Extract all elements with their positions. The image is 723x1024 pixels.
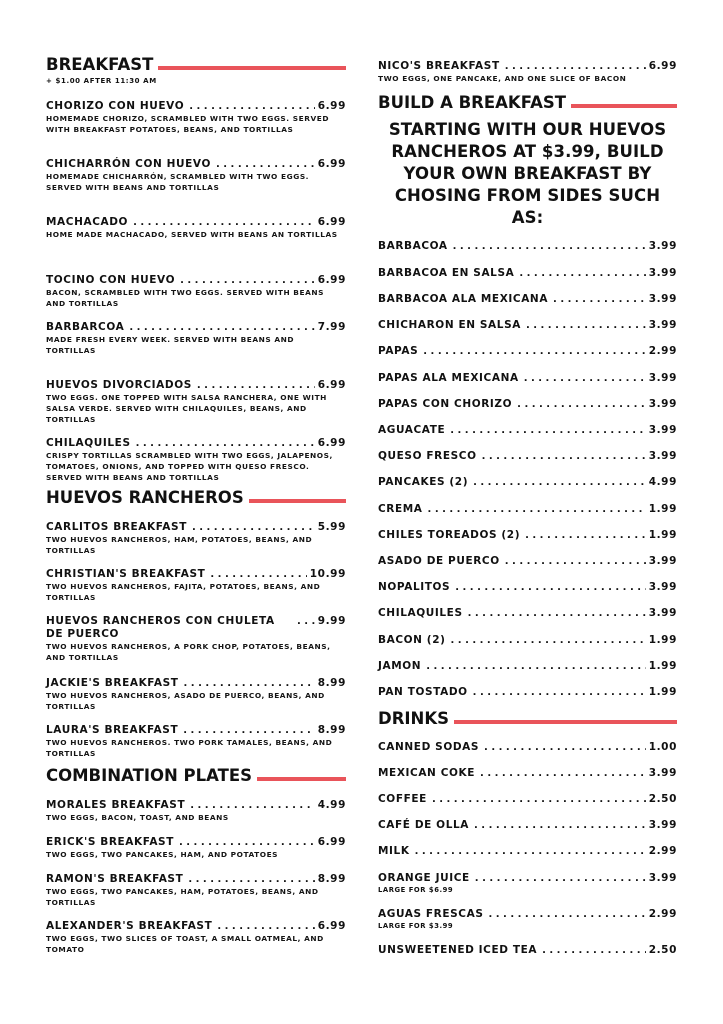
- menu-item: [46, 920, 346, 955]
- dot-leader: [192, 521, 315, 534]
- dot-leader: [180, 274, 315, 287]
- item-price: 6.99: [317, 158, 346, 170]
- menu-item: [46, 216, 346, 240]
- item-name: LAURA'S BREAKFAST: [46, 724, 179, 736]
- section-huevos-rancheros: [46, 487, 346, 509]
- menu-item: [46, 799, 346, 823]
- item-description: TWO EGGS. ONE TOPPED WITH SALSA RANCHERA, ONE WITH SALSA VERDE. SERVED WITH CHILAQUILES, BEANS, AND TORTILLAS: [46, 393, 327, 424]
- item-name: MORALES BREAKFAST: [46, 799, 186, 811]
- dot-leader: [505, 555, 646, 568]
- item-name: HUEVOS DIVORCIADOS: [46, 379, 192, 391]
- section-title: COMBINATION PLATES: [46, 766, 253, 785]
- item-name: CHILAQUILES: [378, 607, 463, 619]
- dot-leader: [129, 321, 314, 334]
- side-item: [378, 450, 677, 463]
- section-header: [378, 708, 677, 730]
- menu-item: [46, 836, 346, 860]
- side-item: [378, 686, 677, 699]
- dot-leader: [136, 437, 315, 450]
- item-name: MEXICAN COKE: [378, 767, 476, 779]
- item-name: JACKIE'S BREAKFAST: [46, 677, 179, 689]
- dot-leader: [553, 293, 646, 306]
- section-title: BREAKFAST: [46, 55, 154, 74]
- section-breakfast: [46, 54, 346, 85]
- dot-leader: [183, 724, 314, 737]
- dot-leader: [482, 450, 646, 463]
- item-price: 10.99: [309, 568, 346, 580]
- item-note: LARGE FOR $3.99: [378, 922, 454, 930]
- item-name: PAN TOSTADO: [378, 686, 468, 698]
- item-name: CHICHARON EN SALSA: [378, 319, 521, 331]
- item-price: 8.99: [317, 724, 346, 736]
- item-price: 3.99: [648, 450, 677, 462]
- side-item: [378, 555, 677, 568]
- item-price: 2.50: [648, 793, 677, 805]
- item-price: 2.99: [648, 908, 677, 920]
- dot-leader: [428, 503, 646, 516]
- item-price: 3.99: [648, 372, 677, 384]
- side-item: [378, 634, 677, 647]
- item-name: CHILAQUILES: [46, 437, 131, 449]
- dot-leader: [455, 581, 645, 594]
- item-name: NOPALITOS: [378, 581, 451, 593]
- dot-leader: [473, 686, 646, 699]
- item-name: CANNED SODAS: [378, 741, 480, 753]
- drink-item: [378, 741, 677, 754]
- item-price: 8.99: [317, 873, 346, 885]
- item-price: 1.99: [648, 634, 677, 646]
- item-name: ORANGE JUICE: [378, 872, 470, 884]
- drink-item: [378, 767, 677, 780]
- dot-leader: [189, 100, 314, 113]
- dot-leader: [480, 767, 646, 780]
- section-header: [46, 765, 346, 787]
- side-item: [378, 529, 677, 542]
- item-price: 6.99: [317, 379, 346, 391]
- item-name: BARBARCOA: [46, 321, 125, 333]
- dot-leader: [453, 240, 646, 253]
- menu-item: [46, 521, 346, 556]
- item-name: NICO'S BREAKFAST: [378, 60, 500, 72]
- section-divider-bar: [257, 777, 346, 781]
- item-name: TOCINO CON HUEVO: [46, 274, 176, 286]
- dot-leader: [216, 158, 315, 171]
- section-title: HUEVOS RANCHEROS: [46, 488, 244, 507]
- item-price: 3.99: [648, 607, 677, 619]
- item-name: ALEXANDER'S BREAKFAST: [46, 920, 213, 932]
- menu-item: [46, 724, 346, 759]
- item-description: TWO EGGS, TWO PANCAKES, HAM, AND POTATOES: [46, 850, 279, 859]
- item-name: PAPAS: [378, 345, 419, 357]
- item-price: 3.99: [648, 872, 677, 884]
- item-description: HOMEMADE CHICHARRÓN, SCRAMBLED WITH TWO EGGS. SERVED WITH BEANS AND TORTILLAS: [46, 172, 310, 192]
- item-name: QUESO FRESCO: [378, 450, 477, 462]
- dot-leader: [505, 60, 646, 73]
- item-description: MADE FRESH EVERY WEEK. SERVED WITH BEANS AND TORTILLAS: [46, 335, 295, 355]
- section-title: BUILD A BREAKFAST: [378, 93, 566, 112]
- dot-leader: [473, 476, 646, 489]
- dot-leader: [474, 819, 646, 832]
- item-description: TWO EGGS, TWO PANCAKES, HAM, POTATOES, BEANS, AND TORTILLAS: [46, 887, 319, 907]
- item-name: JAMON: [378, 660, 422, 672]
- item-price: 7.99: [317, 321, 346, 333]
- item-description: BACON, SCRAMBLED WITH TWO EGGS. SERVED WITH BEANS AND TORTILLAS: [46, 288, 324, 308]
- item-price: 3.99: [648, 581, 677, 593]
- item-name: COFFEE: [378, 793, 427, 805]
- item-name: RAMON'S BREAKFAST: [46, 873, 184, 885]
- item-price: 3.99: [648, 319, 677, 331]
- item-description: TWO HUEVOS RANCHEROS, FAJITA, POTATOES, BEANS, AND TORTILLAS: [46, 582, 321, 602]
- item-description: TWO EGGS, TWO SLICES OF TOAST, A SMALL OATMEAL, AND TOMATO: [46, 934, 324, 954]
- dot-leader: [184, 677, 315, 690]
- side-item: [378, 293, 677, 306]
- dot-leader: [415, 845, 646, 858]
- item-name: PAPAS CON CHORIZO: [378, 398, 513, 410]
- item-price: 1.99: [648, 686, 677, 698]
- dot-leader: [188, 873, 314, 886]
- item-name: BARBACOA EN SALSA: [378, 267, 515, 279]
- section-divider-bar: [454, 720, 677, 724]
- item-description: TWO HUEVOS RANCHEROS, HAM, POTATOES, BEANS, AND TORTILLAS: [46, 535, 313, 555]
- item-price: 3.99: [648, 555, 677, 567]
- item-name: UNSWEETENED ICED TEA: [378, 944, 538, 956]
- section-build-a-breakfast: [378, 92, 677, 114]
- side-item: [378, 240, 677, 253]
- item-price: 1.00: [648, 741, 677, 753]
- menu-item: [378, 60, 677, 84]
- item-price: 8.99: [317, 677, 346, 689]
- drink-item: [378, 845, 677, 858]
- dot-leader: [197, 379, 315, 392]
- item-name: PANCAKES (2): [378, 476, 469, 488]
- menu-item: [46, 568, 346, 603]
- item-price: 3.99: [648, 240, 677, 252]
- side-item: [378, 581, 677, 594]
- item-name: CHRISTIAN'S BREAKFAST: [46, 568, 206, 580]
- dot-leader: [475, 872, 646, 885]
- side-item: [378, 398, 677, 411]
- menu-item: [46, 274, 346, 309]
- item-price: 4.99: [648, 476, 677, 488]
- item-price: 6.99: [317, 920, 346, 932]
- item-price: 6.99: [317, 100, 346, 112]
- item-name: HUEVOS RANCHEROS CON CHULETA DE PUERCO: [46, 615, 275, 640]
- section-divider-bar: [571, 104, 677, 108]
- menu-item: [46, 158, 346, 193]
- dot-leader: [451, 634, 646, 647]
- item-price: 6.99: [317, 274, 346, 286]
- item-name: CHORIZO CON HUEVO: [46, 100, 185, 112]
- item-price: 3.99: [648, 424, 677, 436]
- menu-item: [46, 677, 346, 712]
- dot-leader: [426, 660, 645, 673]
- item-name: MACHACADO: [46, 216, 129, 228]
- side-item: [378, 267, 677, 280]
- item-price: 6.99: [317, 437, 346, 449]
- item-price: 1.99: [648, 529, 677, 541]
- item-name: BACON (2): [378, 634, 446, 646]
- section-header: [378, 92, 677, 114]
- section-divider-bar: [158, 66, 346, 70]
- side-item: [378, 503, 677, 516]
- dot-leader: [484, 741, 646, 754]
- item-name: AGUAS FRESCAS: [378, 908, 484, 920]
- dot-leader: [468, 607, 646, 620]
- item-price: 9.99: [317, 615, 346, 627]
- dot-leader: [423, 345, 645, 358]
- menu-item: [46, 615, 346, 663]
- item-name: CHILES TOREADOS (2): [378, 529, 521, 541]
- item-name: CREMA: [378, 503, 423, 515]
- dot-leader: [542, 944, 646, 957]
- menu-item: [46, 873, 346, 908]
- drink-item: [378, 872, 677, 895]
- dot-leader: [519, 267, 645, 280]
- dot-leader: [524, 372, 646, 385]
- side-item: [378, 372, 677, 385]
- menu-item: [46, 379, 346, 425]
- item-description: TWO EGGS, ONE PANCAKE, AND ONE SLICE OF BACON: [378, 74, 627, 83]
- dot-leader: [217, 920, 314, 933]
- item-price: 6.99: [648, 60, 677, 72]
- item-note: LARGE FOR $6.99: [378, 886, 454, 894]
- item-price: 3.99: [648, 819, 677, 831]
- dot-leader: [517, 398, 646, 411]
- section-drinks: [378, 708, 677, 730]
- item-price: 3.99: [648, 398, 677, 410]
- item-description: TWO HUEVOS RANCHEROS, A PORK CHOP, POTATOES, BEANS, AND TORTILLAS: [46, 642, 331, 662]
- item-description: HOME MADE MACHACADO, SERVED WITH BEANS AN TORTILLAS: [46, 230, 338, 239]
- item-name: CAFÉ DE OLLA: [378, 819, 470, 831]
- item-name: AGUACATE: [378, 424, 446, 436]
- dot-leader: [179, 836, 315, 849]
- drink-item: [378, 793, 677, 806]
- dot-leader: [450, 424, 645, 437]
- item-price: 5.99: [317, 521, 346, 533]
- item-description: HOMEMADE CHORIZO, SCRAMBLED WITH TWO EGGS. SERVED WITH BREAKFAST POTATOES, BEANS, AND TORTILLAS: [46, 114, 330, 134]
- item-price: 6.99: [317, 836, 346, 848]
- item-price: 1.99: [648, 503, 677, 515]
- menu-item: [46, 321, 346, 356]
- drink-item: [378, 908, 677, 931]
- section-divider-bar: [249, 499, 346, 503]
- side-item: [378, 660, 677, 673]
- item-name: CARLITOS BREAKFAST: [46, 521, 187, 533]
- section-combination-plates: [46, 765, 346, 787]
- dot-leader: [526, 319, 646, 332]
- item-price: 3.99: [648, 293, 677, 305]
- menu-item: [46, 437, 346, 483]
- item-description: TWO EGGS, BACON, TOAST, AND BEANS: [46, 813, 229, 822]
- item-price: 1.99: [648, 660, 677, 672]
- side-item: [378, 345, 677, 358]
- item-name: MILK: [378, 845, 410, 857]
- item-name: PAPAS ALA MEXICANA: [378, 372, 519, 384]
- item-price: 2.99: [648, 845, 677, 857]
- item-name: ERICK'S BREAKFAST: [46, 836, 174, 848]
- dot-leader: [133, 216, 315, 229]
- section-note: + $1.00 AFTER 11:30 AM: [46, 77, 157, 85]
- item-description: TWO HUEVOS RANCHEROS. TWO PORK TAMALES, BEANS, AND TORTILLAS: [46, 738, 333, 758]
- item-name: BARBACOA ALA MEXICANA: [378, 293, 549, 305]
- dot-leader: [488, 908, 645, 921]
- drink-item: [378, 944, 677, 957]
- section-header: [46, 54, 346, 76]
- section-title: DRINKS: [378, 709, 450, 728]
- menu-item: [46, 100, 346, 135]
- item-name: CHICHARRÓN CON HUEVO: [46, 158, 211, 170]
- section-header: [46, 487, 346, 509]
- item-name: BARBACOA: [378, 240, 448, 252]
- item-price: 3.99: [648, 267, 677, 279]
- drink-item: [378, 819, 677, 832]
- dot-leader: [525, 529, 646, 542]
- item-price: 2.99: [648, 345, 677, 357]
- item-description: TWO HUEVOS RANCHEROS, ASADO DE PUERCO, BEANS, AND TORTILLAS: [46, 691, 325, 711]
- dot-leader: [297, 615, 315, 628]
- item-price: 3.99: [648, 767, 677, 779]
- item-price: 4.99: [317, 799, 346, 811]
- side-item: [378, 607, 677, 620]
- build-intro-text: STARTING WITH OUR HUEVOS RANCHEROS AT $3.99, BUILD YOUR OWN BREAKFAST BY CHOSING FROM SIDES SUCH AS:: [388, 120, 667, 227]
- item-name: ASADO DE PUERCO: [378, 555, 500, 567]
- item-price: 2.50: [648, 944, 677, 956]
- side-item: [378, 476, 677, 489]
- dot-leader: [432, 793, 646, 806]
- item-price: 6.99: [317, 216, 346, 228]
- dot-leader: [210, 568, 306, 581]
- dot-leader: [190, 799, 314, 812]
- item-description: CRISPY TORTILLAS SCRAMBLED WITH TWO EGGS, JALAPENOS, TOMATOES, ONIONS, AND TOPPED WITH QUESO FRESCO. SERVED WITH BEANS AND TORTILLAS: [46, 451, 333, 482]
- side-item: [378, 319, 677, 332]
- side-item: [378, 424, 677, 437]
